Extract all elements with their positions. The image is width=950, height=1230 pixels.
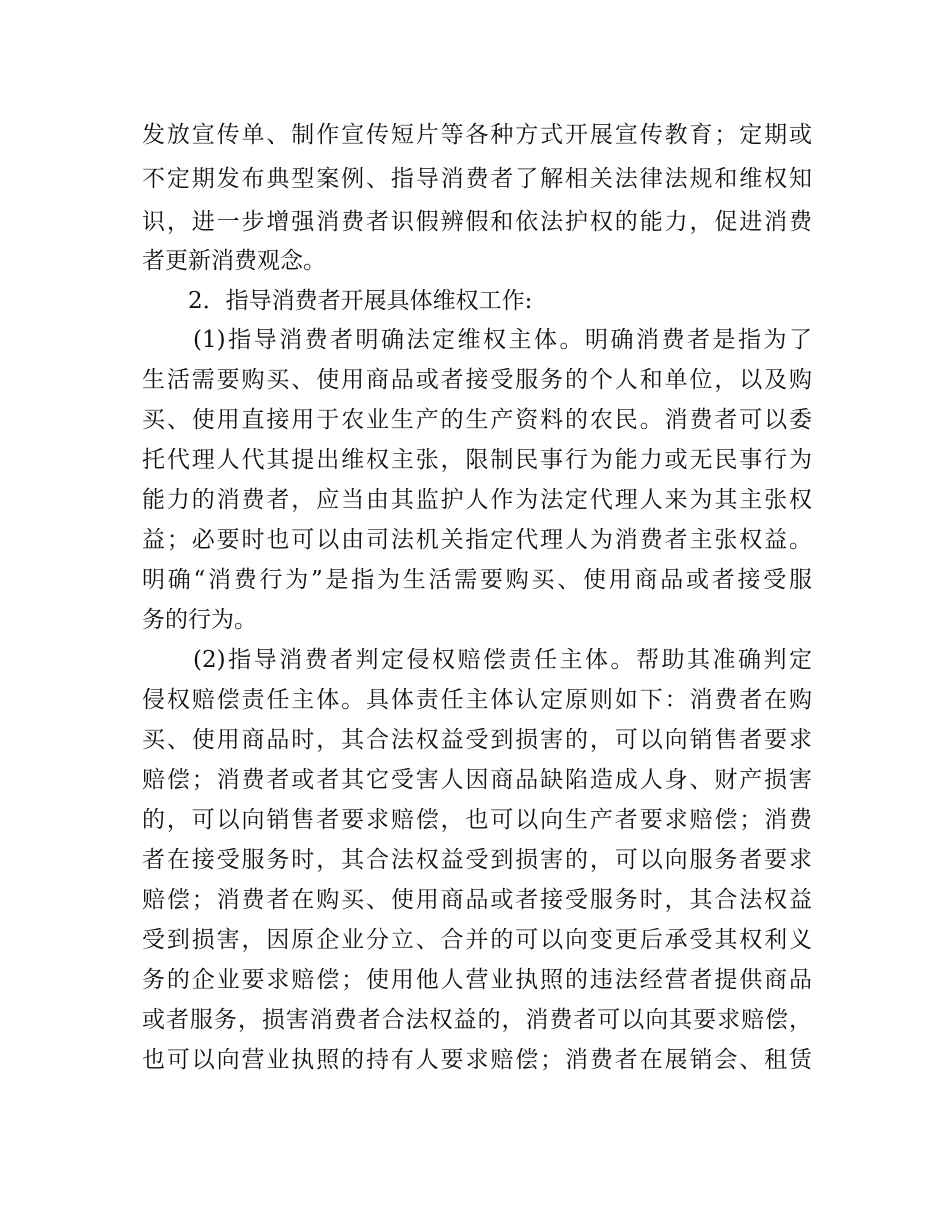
text-line: 益；必要时也可以由司法机关指定代理人为消费者主张权益。 bbox=[142, 527, 812, 553]
text-line: 务的行为。 bbox=[142, 607, 257, 633]
text-line: 识，进一步增强消费者识假辨假和依法护权的能力，促进消费 bbox=[142, 209, 812, 235]
text-line: 不定期发布典型案例、指导消费者了解相关法律法规和维权知 bbox=[142, 166, 812, 192]
text-line: 托代理人代其提出维权主张，限制民事行为能力或无民事行为 bbox=[142, 447, 812, 473]
text-line: 侵权赔偿责任主体。具体责任主体认定原则如下：消费者在购 bbox=[142, 687, 812, 713]
text-line: 能力的消费者，应当由其监护人作为法定代理人来为其主张权 bbox=[142, 487, 812, 513]
text-line: 赔偿；消费者或者其它受害人因商品缺陷造成人身、财产损害 bbox=[142, 767, 812, 793]
text-line: 或者服务，损害消费者合法权益的，消费者可以向其要求赔偿， bbox=[142, 1007, 812, 1033]
text-line: 的，可以向销售者要求赔偿，也可以向生产者要求赔偿；消费 bbox=[142, 807, 812, 833]
paragraph-heading-line: (1)指导消费者明确法定维权主体。明确消费者是指为了 bbox=[193, 327, 812, 353]
text-line: 发放宣传单、制作宣传短片等各种方式开展宣传教育；定期或 bbox=[142, 122, 812, 148]
text-line: 者在接受服务时，其合法权益受到损害的，可以向服务者要求 bbox=[142, 847, 812, 873]
text-line: 务的企业要求赔偿；使用他人营业执照的违法经营者提供商品 bbox=[142, 967, 812, 993]
text-line: 明确“消费行为”是指为生活需要购买、使用商品或者接受服 bbox=[142, 567, 812, 593]
text-line: 生活需要购买、使用商品或者接受服务的个人和单位，以及购 bbox=[142, 367, 812, 393]
text-line: 买、使用直接用于农业生产的生产资料的农民。消费者可以委 bbox=[142, 407, 812, 433]
text-line: 者更新消费观念。 bbox=[142, 248, 326, 274]
text-line: 也可以向营业执照的持有人要求赔偿；消费者在展销会、租赁 bbox=[142, 1047, 812, 1073]
text-line: 赔偿；消费者在购买、使用商品或者接受服务时，其合法权益 bbox=[142, 887, 812, 913]
text-line: 买、使用商品时，其合法权益受到损害的，可以向销售者要求 bbox=[142, 727, 812, 753]
paragraph-heading-line: (2)指导消费者判定侵权赔偿责任主体。帮助其准确判定 bbox=[193, 647, 812, 673]
text-line: 受到损害，因原企业分立、合并的可以向变更后承受其权利义 bbox=[142, 927, 812, 953]
section-heading: 2．指导消费者开展具体维权工作: bbox=[188, 288, 533, 314]
